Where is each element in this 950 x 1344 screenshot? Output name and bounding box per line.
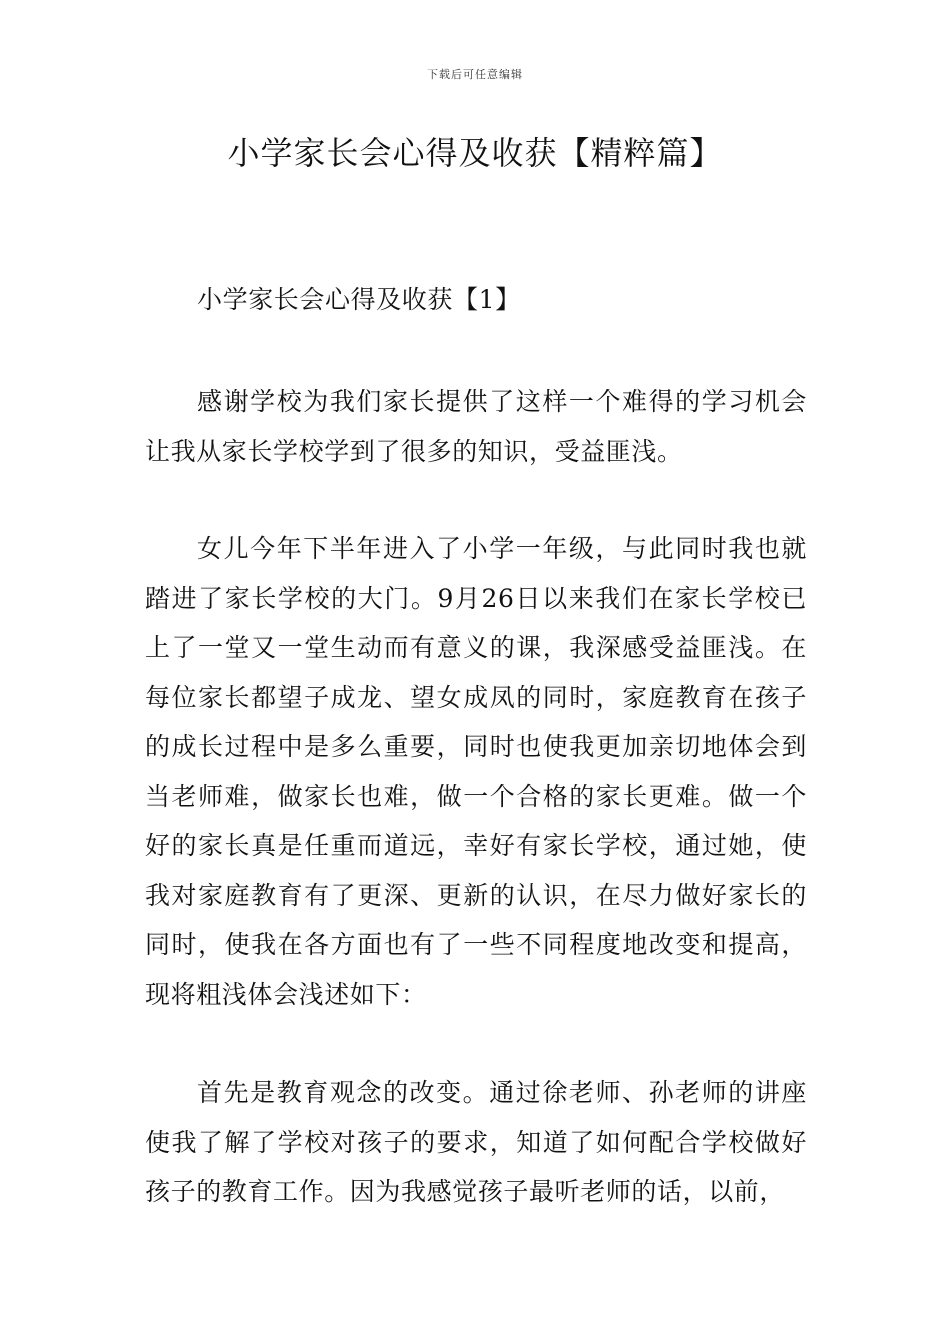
paragraph-3: 首先是教育观念的改变。通过徐老师、孙老师的讲座使我了解了学校对孩子的要求，知道了如何配合学校做好孩子的教育工作。因为我感觉孩子最听老师的话，以前， bbox=[145, 1078, 807, 1206]
document-title: 小学家长会心得及收获【精粹篇】 bbox=[227, 134, 723, 172]
paragraph-2: 女儿今年下半年进入了小学一年级，与此同时我也就踏进了家长学校的大门。9月26日以来我们在家长学校已上了一堂又一堂生动而有意义的课，我深感受益匪浅。在每位家长都望子成龙、望女成凤的同时，家庭教育在孩子的成长过程中是多么重要，同时也使我更加亲切地体会到当老师难，做家长也难，做一个合格的家长更难。做一个好的家长真是任重而道远，幸好有家长学校，通过她，使我对家庭教育有了更深、更新的认识，在尽力做好家长的同时，使我在各方面也有了一些不同程度地改变和提高，现将粗浅体会浅述如下： bbox=[145, 534, 807, 1009]
paragraph-1: 感谢学校为我们家长提供了这样一个难得的学习机会让我从家长学校学到了很多的知识，受益匪浅。 bbox=[145, 387, 807, 466]
section-heading: 小学家长会心得及收获【1】 bbox=[197, 285, 521, 314]
header-note: 下载后可任意编辑 bbox=[427, 68, 523, 81]
